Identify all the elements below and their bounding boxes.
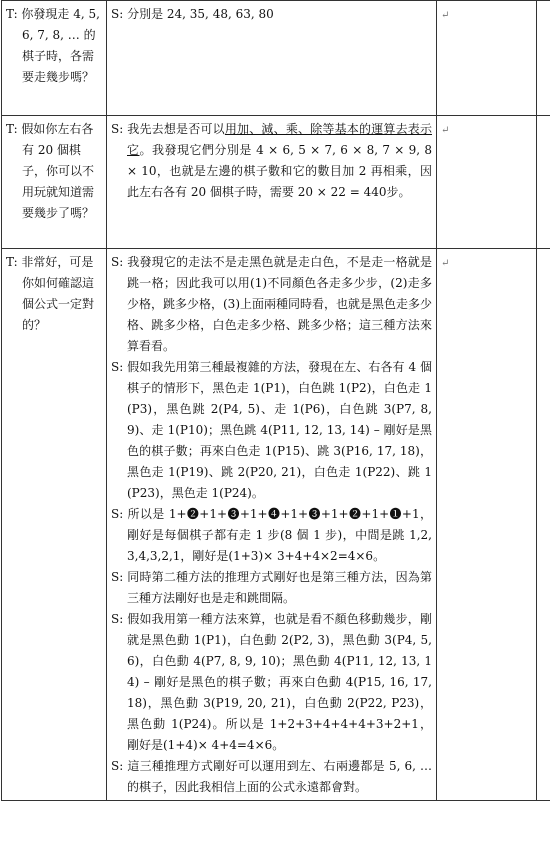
table-row bbox=[2, 116, 550, 249]
edge-cell bbox=[537, 116, 550, 249]
student-paragraph: S: 這三種推理方式剛好可以運用到左、右兩邊都是 5, 6, … 的棋子，因此我相信上面的公式永遠都會對。 bbox=[111, 759, 432, 794]
edge-cell bbox=[537, 249, 550, 801]
student-paragraph: S: 同時第二種方法的推理方式剛好也是第三種方法，因為第三種方法剛好也是走和跳間隔。 bbox=[111, 570, 432, 605]
student-text-pre: S: 我先去想是否可以 bbox=[111, 122, 225, 136]
student-paragraph: S: 假如我先用第三種最複雜的方法，發現在左、右各有 4 個棋子的情形下，黑色走 1(P1)，白色跳 1(P2)，白色走 1(P3)，黑色跳 2(P4, 5)、走 1(P6)，白色跳 3(P7, 8, 9)、走 1(P10)；黑色跳 4(P11, 12, 13, 14) – 剛好是黑色的棋子數；再來白色走 1(P15)、跳 3(P16, 17, 18)，黑色走 1(P19)、跳 2(P20, 21)，白色走 1(P22)、跳 1(P23)，黑色走 1(P24)。 bbox=[111, 360, 432, 500]
teacher-cell: T: 假如你左右各有 20 個棋子，你可以不用玩就知道需要幾步了嗎？ bbox=[2, 116, 107, 249]
edge-cell bbox=[537, 1, 550, 116]
student-paragraph: S: 假如我用第一種方法來算，也就是看不顏色移動幾步，剛就是黑色動 1(P1)，白色動 2(P2, 3)，黑色動 3(P4, 5, 6)，白色動 4(P7, 8, 9, 10)；黑色動 4(P11, 12, 13, 14) – 剛好是黑色的棋子數；再來白色動 4(P15, 16, 17, 18)，黑色動 3(P19, 20, 21)，白色動 2(P22, P23)，黑色動 1(P24)。所以是 1+2+3+4+4+4+3+2+1，剛好是(1+4)× 4+4=4×6。 bbox=[111, 612, 432, 752]
table-row bbox=[2, 249, 550, 801]
student-cell: S: 分別是 24, 35, 48, 63, 80 bbox=[107, 1, 437, 116]
underlined-phrase: 用加、減、乘、除等基本的運算去表示它 bbox=[127, 122, 432, 157]
table-row bbox=[2, 1, 550, 116]
teacher-cell: T: 你發現走 4, 5, 6, 7, 8, … 的棋子時，各需要走幾步嗎？ bbox=[2, 1, 107, 116]
student-cell bbox=[107, 116, 437, 249]
student-paragraph: S: 所以是 1+❷+1+❸+1+❹+1+❸+1+❷+1+❶+1，剛好是每個棋子都有走 1 步(8 個 1 步)，中間是跳 1,2,3,4,3,2,1，剛好是(1+3)× 3+4+4×2=4×6。 bbox=[111, 507, 432, 563]
dialogue-table bbox=[1, 0, 550, 801]
empty-cell: ↵ bbox=[437, 249, 537, 801]
empty-cell: ↵ bbox=[437, 1, 537, 116]
teacher-cell: T: 非常好，可是你如何確認這個公式一定對的？ bbox=[2, 249, 107, 801]
student-paragraph: S: 我發現它的走法不是走黑色就是走白色，不是走一格就是跳一格；因此我可以用(1)不同顏色各走多少步，(2)走多少格，跳多少格，(3)上面兩種同時看，也就是黑色走多少格、跳多少格，白色走多少格、跳多少格；這三種方法來算看看。 bbox=[111, 255, 433, 353]
student-text-post: 。我發現它們分別是 4 × 6, 5 × 7, 6 × 8, 7 × 9, 8 × 10，也就是左邊的棋子數和它的數目加 2 再相乘，因此左右各有 20 個棋子時，需要 20 × 22 = 440步。 bbox=[127, 143, 432, 199]
empty-cell: ↵ bbox=[437, 116, 537, 249]
student-cell bbox=[107, 249, 437, 801]
